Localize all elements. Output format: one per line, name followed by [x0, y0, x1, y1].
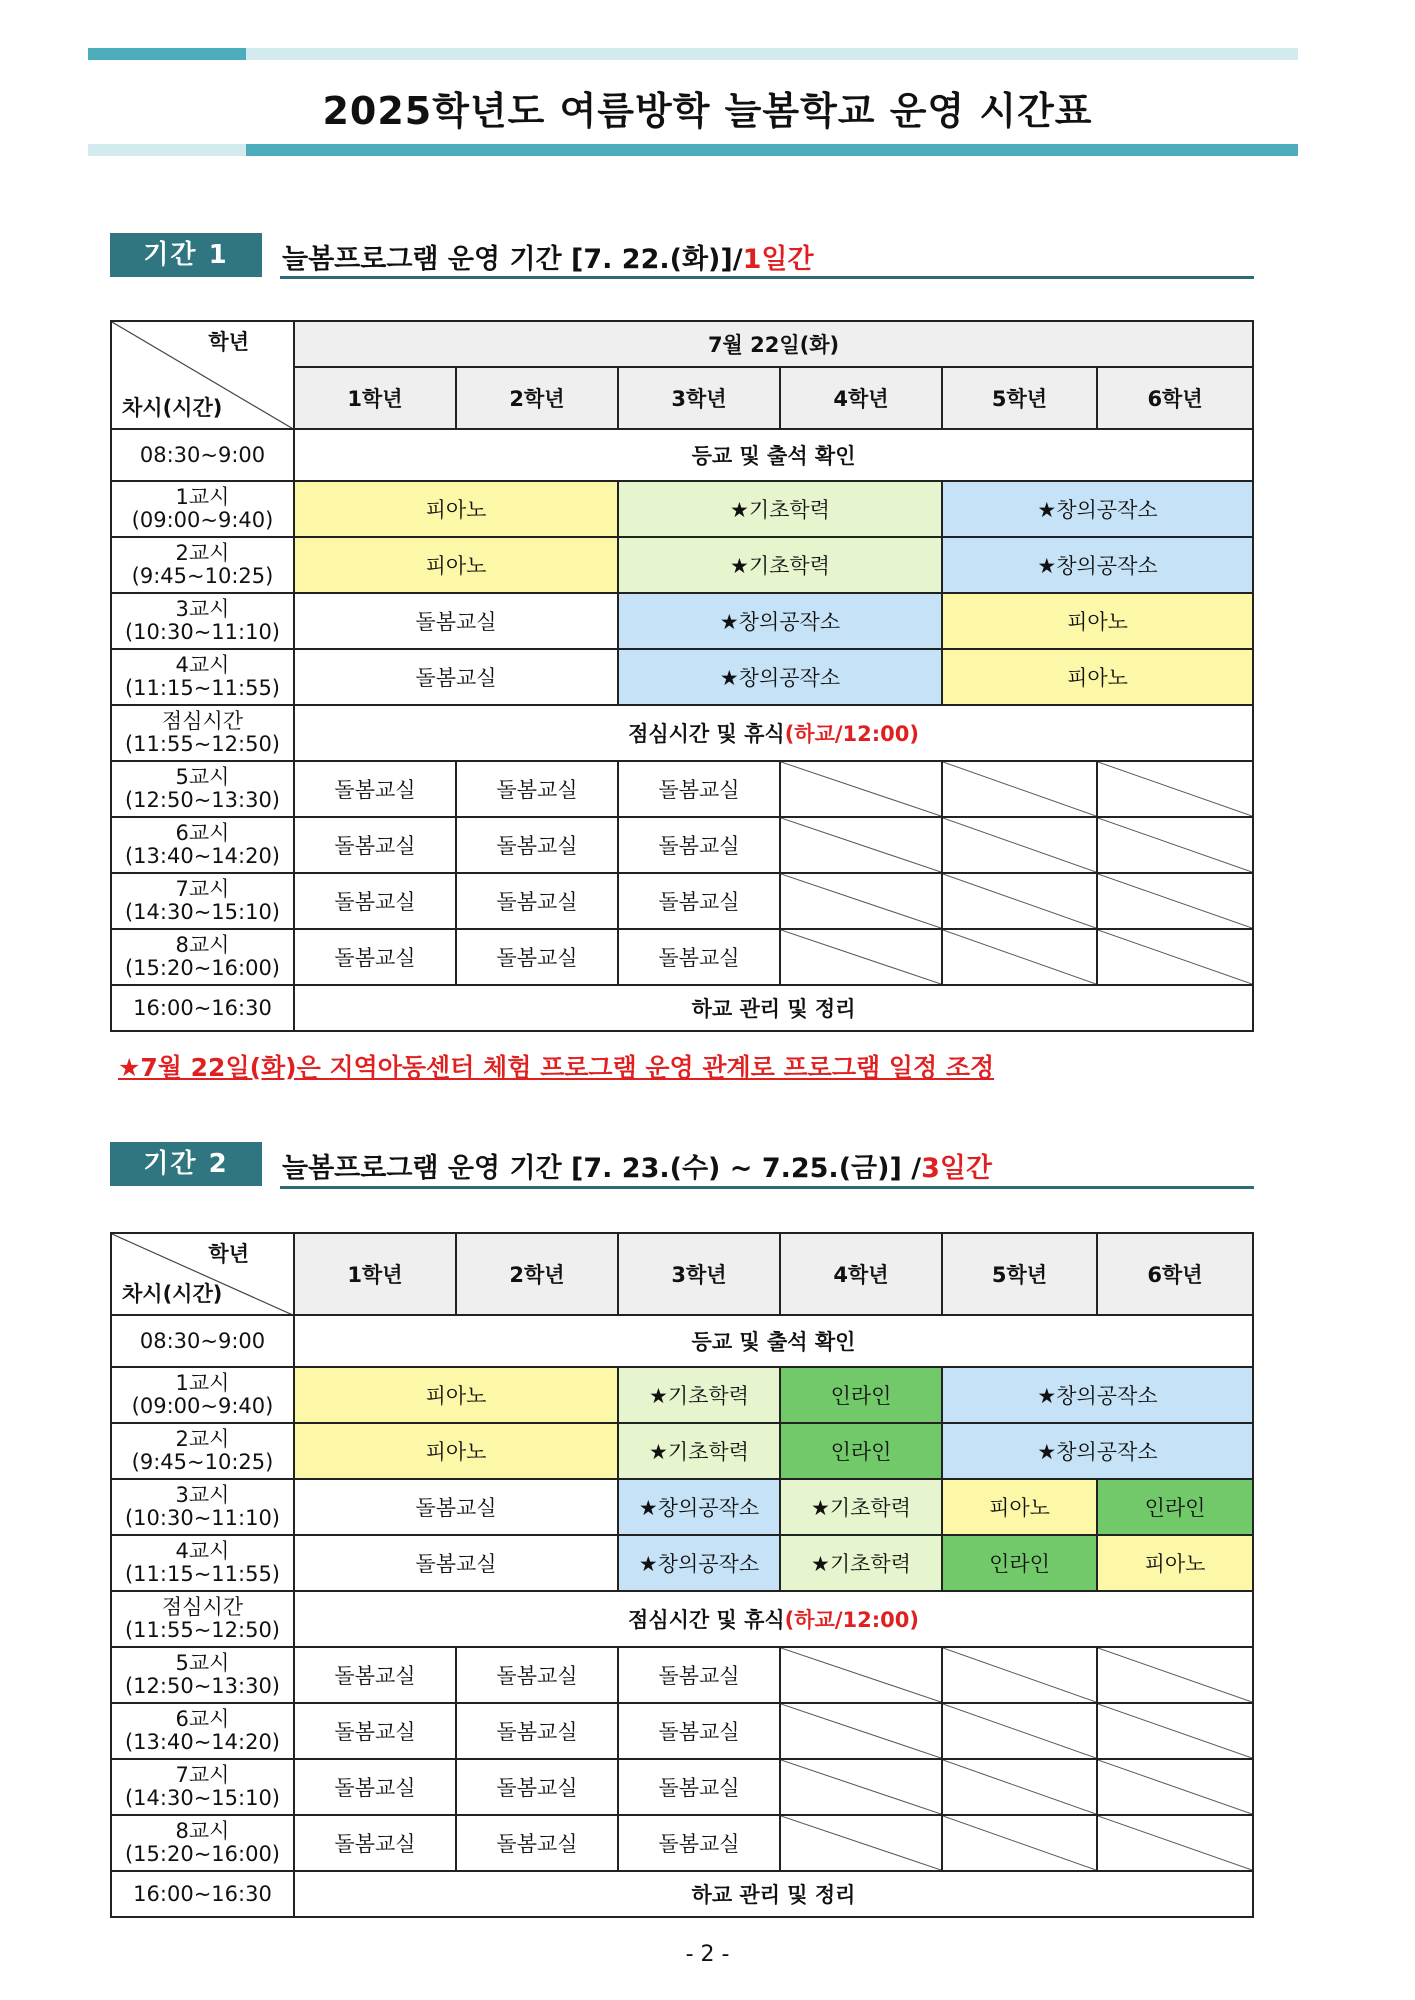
empty-slash-cell: [780, 929, 942, 985]
activity-cell: 돌봄교실: [618, 1647, 780, 1703]
grade-4-header: 4학년: [780, 1233, 942, 1315]
period-time: (10:30~11:10): [124, 620, 281, 644]
activity-cell: 돌봄교실: [618, 929, 780, 985]
cell-diagonal: [1098, 1648, 1252, 1702]
activity-cell: 돌봄교실: [294, 1815, 456, 1871]
lunch-dismissal: (하교/12:00): [784, 1608, 919, 1632]
period-name: 8교시: [175, 933, 230, 957]
cell-diagonal: [943, 1760, 1096, 1814]
empty-slash-cell: [1097, 929, 1253, 985]
date-header: 7월 22일(화): [294, 321, 1253, 367]
activity-cell: 인라인: [1097, 1479, 1253, 1535]
activity-cell: 돌봄교실: [456, 1759, 618, 1815]
page-title: 2025학년도 여름방학 늘봄학교 운영 시간표: [322, 89, 1093, 133]
grade-3-header: 3학년: [618, 367, 780, 429]
period2-days: 3일간: [921, 1153, 993, 1184]
period-cell: [111, 929, 294, 985]
activity-cell: 돌봄교실: [618, 817, 780, 873]
cell-diagonal: [943, 1816, 1096, 1870]
lunch-dismissal: (하교/12:00): [784, 722, 919, 746]
empty-slash-cell: [942, 1647, 1097, 1703]
period-time: (12:50~13:30): [124, 788, 281, 812]
empty-slash-cell: [942, 873, 1097, 929]
activity-cell: 돌봄교실: [456, 873, 618, 929]
period-name: 7교시: [175, 877, 230, 901]
cell-diagonal: [943, 1704, 1096, 1758]
period-name: 점심시간: [161, 709, 244, 733]
activity-cell: 인라인: [942, 1535, 1097, 1591]
activity-cell: ★기초학력: [618, 1367, 780, 1423]
period-name: 5교시: [175, 765, 230, 789]
empty-slash-cell: [942, 1759, 1097, 1815]
empty-slash-cell: [780, 873, 942, 929]
activity-cell: 돌봄교실: [294, 817, 456, 873]
activity-cell: 피아노: [942, 649, 1253, 705]
activity-cell: 피아노: [294, 1367, 618, 1423]
empty-slash-cell: [780, 1703, 942, 1759]
period-time: (13:40~14:20): [124, 844, 281, 868]
close-activity: 하교 관리 및 정리: [294, 985, 1253, 1031]
activity-cell: ★창의공작소: [618, 1535, 780, 1591]
period-time: (10:30~11:10): [124, 1506, 281, 1530]
schedule-table-period1: [110, 320, 1254, 1032]
activity-cell: 돌봄교실: [294, 1479, 618, 1535]
period2-heading: [282, 1146, 992, 1185]
grade-5-header: 5학년: [942, 1233, 1097, 1315]
activity-cell: 돌봄교실: [294, 1647, 456, 1703]
period-time: (12:50~13:30): [124, 1674, 281, 1698]
corner-period-label: 차시(시간): [122, 396, 223, 420]
grade-6-header: 6학년: [1097, 1233, 1253, 1315]
activity-cell: 돌봄교실: [618, 1759, 780, 1815]
cell-diagonal: [781, 874, 941, 928]
cell-diagonal: [781, 1816, 941, 1870]
period-time: (11:55~12:50): [124, 1618, 281, 1642]
period-name: 8교시: [175, 1819, 230, 1843]
empty-slash-cell: [1097, 761, 1253, 817]
period1-days: 1일간: [742, 244, 814, 275]
activity-cell: 피아노: [1097, 1535, 1253, 1591]
lunch-cell: [111, 705, 294, 761]
close-time: 16:00~16:30: [111, 1871, 294, 1917]
corner-grade-label: 학년: [208, 1242, 249, 1266]
activity-cell: 돌봄교실: [618, 1815, 780, 1871]
empty-slash-cell: [780, 817, 942, 873]
activity-cell: ★창의공작소: [942, 481, 1253, 537]
period-cell: [111, 1423, 294, 1479]
cell-diagonal: [1098, 874, 1252, 928]
period-time: (15:20~16:00): [124, 1842, 281, 1866]
grade-1-header: 1학년: [294, 367, 456, 429]
grade-5-header: 5학년: [942, 367, 1097, 429]
grade-3-header: 3학년: [618, 1233, 780, 1315]
activity-cell: 돌봄교실: [294, 761, 456, 817]
cell-diagonal: [943, 874, 1096, 928]
activity-cell: ★창의공작소: [942, 1367, 1253, 1423]
empty-slash-cell: [942, 929, 1097, 985]
activity-cell: 돌봄교실: [456, 1647, 618, 1703]
activity-cell: 돌봄교실: [294, 873, 456, 929]
activity-cell: 돌봄교실: [294, 593, 618, 649]
cell-diagonal: [1098, 1704, 1252, 1758]
period-name: 2교시: [175, 541, 230, 565]
period-time: (14:30~15:10): [124, 900, 281, 924]
activity-cell: 돌봄교실: [618, 761, 780, 817]
activity-cell: 피아노: [294, 537, 618, 593]
corner-grade-label: 학년: [208, 330, 249, 354]
activity-cell: 피아노: [942, 1479, 1097, 1535]
cell-diagonal: [943, 762, 1096, 816]
corner-period-label: 차시(시간): [122, 1282, 223, 1306]
period-name: 1교시: [175, 485, 230, 509]
activity-cell: 돌봄교실: [456, 1815, 618, 1871]
empty-slash-cell: [1097, 1703, 1253, 1759]
close-time: 16:00~16:30: [111, 985, 294, 1031]
activity-cell: ★창의공작소: [618, 1479, 780, 1535]
lunch-activity: [294, 1591, 1253, 1647]
lunch-activity: [294, 705, 1253, 761]
period-cell: [111, 1647, 294, 1703]
activity-cell: ★기초학력: [780, 1479, 942, 1535]
period2-label: 기간 2: [110, 1142, 262, 1186]
activity-cell: ★기초학력: [618, 537, 942, 593]
period-cell: [111, 537, 294, 593]
page-number: - 2 -: [685, 1942, 730, 1967]
arrival-activity: 등교 및 출석 확인: [294, 1315, 1253, 1367]
period-name: 점심시간: [161, 1595, 244, 1619]
arrival-time: 08:30~9:00: [111, 1315, 294, 1367]
activity-cell: 돌봄교실: [294, 649, 618, 705]
lunch-text: 점심시간 및 휴식: [628, 1608, 785, 1632]
cell-diagonal: [943, 1648, 1096, 1702]
header-bar-bottom-light: [88, 144, 246, 156]
period-name: 6교시: [175, 1707, 230, 1731]
grade-2-header: 2학년: [456, 1233, 618, 1315]
cell-diagonal: [781, 1648, 941, 1702]
period-cell: [111, 817, 294, 873]
empty-slash-cell: [780, 1815, 942, 1871]
period-name: 3교시: [175, 597, 230, 621]
period-time: (11:55~12:50): [124, 732, 281, 756]
period-cell: [111, 873, 294, 929]
empty-slash-cell: [942, 761, 1097, 817]
empty-slash-cell: [780, 761, 942, 817]
schedule-note: ★7월 22일(화)은 지역아동센터 체험 프로그램 운영 관계로 프로그램 일정 조정: [118, 1053, 995, 1082]
period-time: (11:15~11:55): [124, 1562, 281, 1586]
activity-cell: 돌봄교실: [294, 1759, 456, 1815]
cell-diagonal: [1098, 762, 1252, 816]
schedule-table-period2: [110, 1232, 1254, 1918]
period-cell: [111, 1367, 294, 1423]
period-time: (9:45~10:25): [131, 564, 274, 588]
period-name: 2교시: [175, 1427, 230, 1451]
activity-cell: 돌봄교실: [456, 929, 618, 985]
activity-cell: 돌봄교실: [294, 929, 456, 985]
period-name: 7교시: [175, 1763, 230, 1787]
period-cell: [111, 1759, 294, 1815]
period-name: 4교시: [175, 1539, 230, 1563]
grade-4-header: 4학년: [780, 367, 942, 429]
header-bar-bottom-dark: [246, 144, 1298, 156]
period-cell: [111, 649, 294, 705]
cell-diagonal: [781, 818, 941, 872]
empty-slash-cell: [780, 1759, 942, 1815]
period1-text: 늘봄프로그램 운영 기간 [7. 22.(화)]/: [282, 244, 743, 275]
activity-cell: 돌봄교실: [618, 1703, 780, 1759]
cell-diagonal: [1098, 930, 1252, 984]
arrival-activity: 등교 및 출석 확인: [294, 429, 1253, 481]
activity-cell: ★창의공작소: [618, 649, 942, 705]
period-cell: [111, 761, 294, 817]
activity-cell: ★창의공작소: [942, 1423, 1253, 1479]
period2-text: 늘봄프로그램 운영 기간 [7. 23.(수) ~ 7.25.(금)] /: [282, 1153, 922, 1184]
period1-label: 기간 1: [110, 233, 262, 277]
activity-cell: 돌봄교실: [456, 761, 618, 817]
activity-cell: 돌봄교실: [294, 1703, 456, 1759]
cell-diagonal: [1098, 1760, 1252, 1814]
activity-cell: 돌봄교실: [456, 817, 618, 873]
empty-slash-cell: [780, 1647, 942, 1703]
period-time: (11:15~11:55): [124, 676, 281, 700]
period-time: (15:20~16:00): [124, 956, 281, 980]
empty-slash-cell: [942, 817, 1097, 873]
empty-slash-cell: [942, 1815, 1097, 1871]
grade-1-header: 1학년: [294, 1233, 456, 1315]
activity-cell: 인라인: [780, 1423, 942, 1479]
activity-cell: 돌봄교실: [456, 1703, 618, 1759]
period-time: (09:00~9:40): [131, 508, 274, 532]
activity-cell: ★창의공작소: [942, 537, 1253, 593]
empty-slash-cell: [1097, 817, 1253, 873]
lunch-text: 점심시간 및 휴식: [628, 722, 785, 746]
cell-diagonal: [781, 1760, 941, 1814]
period2-underline: [280, 1186, 1254, 1189]
cell-diagonal: [1098, 818, 1252, 872]
period-name: 5교시: [175, 1651, 230, 1675]
close-activity: 하교 관리 및 정리: [294, 1871, 1253, 1917]
cell-diagonal: [1098, 1816, 1252, 1870]
period-cell: [111, 593, 294, 649]
empty-slash-cell: [1097, 1647, 1253, 1703]
period-cell: [111, 1815, 294, 1871]
cell-diagonal: [781, 1704, 941, 1758]
activity-cell: 돌봄교실: [294, 1535, 618, 1591]
activity-cell: 돌봄교실: [618, 873, 780, 929]
period-cell: [111, 481, 294, 537]
empty-slash-cell: [1097, 1759, 1253, 1815]
period1-underline: [280, 276, 1254, 279]
period-cell: [111, 1535, 294, 1591]
table1-corner-header: [111, 321, 294, 429]
activity-cell: ★창의공작소: [618, 593, 942, 649]
cell-diagonal: [943, 818, 1096, 872]
cell-diagonal: [781, 762, 941, 816]
period-time: (13:40~14:20): [124, 1730, 281, 1754]
lunch-cell: [111, 1591, 294, 1647]
period-cell: [111, 1479, 294, 1535]
grade-2-header: 2학년: [456, 367, 618, 429]
header-bar-top-light: [246, 48, 1298, 60]
period-time: (9:45~10:25): [131, 1450, 274, 1474]
period-name: 4교시: [175, 653, 230, 677]
activity-cell: 피아노: [294, 1423, 618, 1479]
period1-heading: [282, 237, 814, 276]
activity-cell: ★기초학력: [780, 1535, 942, 1591]
period-time: (14:30~15:10): [124, 1786, 281, 1810]
activity-cell: 인라인: [780, 1367, 942, 1423]
period-name: 1교시: [175, 1371, 230, 1395]
activity-cell: ★기초학력: [618, 481, 942, 537]
period-time: (09:00~9:40): [131, 1394, 274, 1418]
period-name: 3교시: [175, 1483, 230, 1507]
grade-6-header: 6학년: [1097, 367, 1253, 429]
cell-diagonal: [781, 930, 941, 984]
activity-cell: 피아노: [942, 593, 1253, 649]
table2-corner-header: [111, 1233, 294, 1315]
empty-slash-cell: [942, 1703, 1097, 1759]
period-cell: [111, 1703, 294, 1759]
arrival-time: 08:30~9:00: [111, 429, 294, 481]
empty-slash-cell: [1097, 1815, 1253, 1871]
period-name: 6교시: [175, 821, 230, 845]
cell-diagonal: [943, 930, 1096, 984]
activity-cell: ★기초학력: [618, 1423, 780, 1479]
header-bar-top-dark: [88, 48, 246, 60]
empty-slash-cell: [1097, 873, 1253, 929]
activity-cell: 피아노: [294, 481, 618, 537]
